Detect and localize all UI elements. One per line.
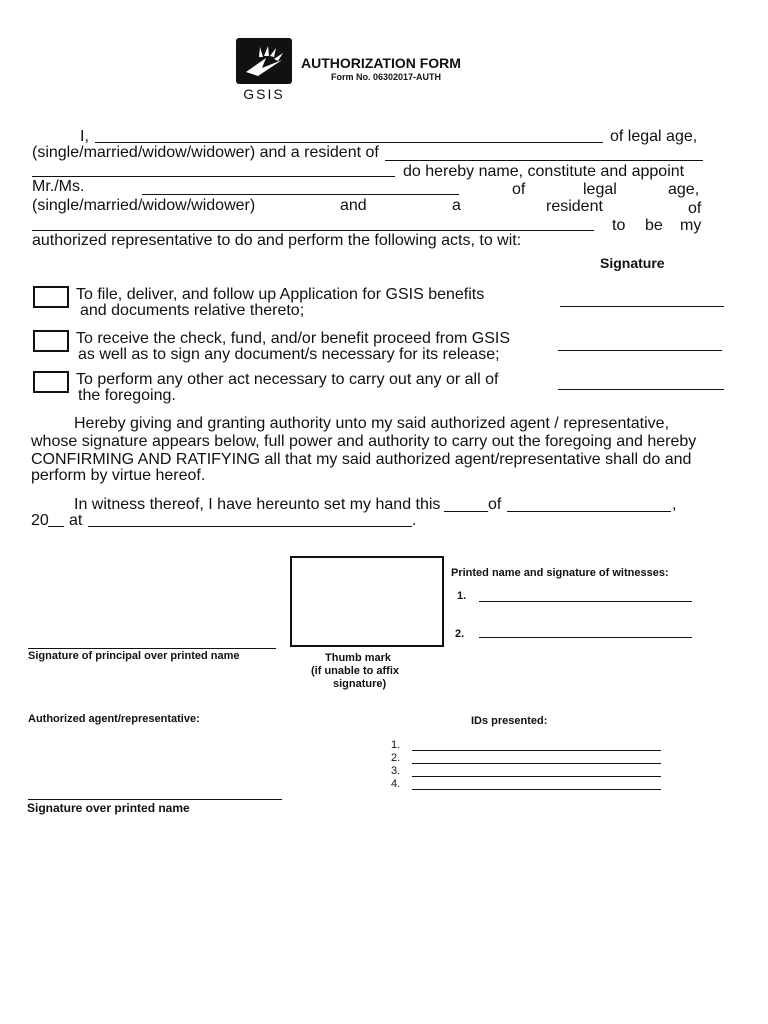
option-2-line2: as well as to sign any document/s necessary for its release; <box>78 346 500 363</box>
year-line[interactable] <box>48 526 64 527</box>
of-word: of <box>512 181 526 198</box>
witness-period: . <box>412 512 417 529</box>
id-1-line[interactable] <box>412 750 661 751</box>
id-1-number: 1. <box>391 739 401 751</box>
option-1-line2: and documents relative thereto; <box>80 302 305 319</box>
be-word: be <box>645 217 663 234</box>
option-checkbox-2[interactable] <box>33 330 69 352</box>
option-1-line1: To file, deliver, and follow up Application for GSIS benefits <box>76 286 485 303</box>
age-word: age, <box>668 181 700 198</box>
agent-heading: Authorized agent/representative: <box>28 713 200 725</box>
paragraph-line-3: CONFIRMING AND RATIFYING all that my said authorized agent/representative shall do and <box>31 451 692 468</box>
month-line[interactable] <box>507 511 671 512</box>
civil-status-residence: (single/married/widow/widower) and a resident of <box>32 144 379 161</box>
authorized-rep-text: authorized representative to do and perform the following acts, to wit: <box>32 232 522 249</box>
witness-1-number: 1. <box>457 590 467 602</box>
ids-heading: IDs presented: <box>471 715 548 727</box>
witness-of-word: of <box>488 496 502 513</box>
my-word: my <box>680 217 702 234</box>
place-line[interactable] <box>88 526 412 527</box>
residence-line-2[interactable] <box>32 176 395 177</box>
option-3-signature-line[interactable] <box>558 389 724 390</box>
gsis-logo <box>236 38 292 100</box>
residence-line[interactable] <box>385 160 703 161</box>
year-prefix: 20 <box>31 512 49 529</box>
representative-residence-line[interactable] <box>32 230 594 231</box>
thumb-mark-note-1: (if unable to affix <box>311 665 399 677</box>
principal-signature-label: Signature of principal over printed name <box>28 650 240 662</box>
thumb-mark-note-2: signature) <box>333 678 387 690</box>
day-line[interactable] <box>444 511 488 512</box>
gsis-emblem-icon <box>236 38 292 84</box>
thumb-mark-label: Thumb mark <box>325 652 392 664</box>
of-word-2: of <box>688 200 702 217</box>
witness-2-number: 2. <box>455 628 465 640</box>
of-legal-age: of legal age, <box>610 128 698 145</box>
id-2-line[interactable] <box>412 763 661 764</box>
and-word: and <box>340 197 367 214</box>
paragraph-line-1: Hereby giving and granting authority unto my said authorized agent / representative, <box>74 415 670 432</box>
witnesses-heading: Printed name and signature of witnesses: <box>451 567 669 579</box>
do-hereby-appoint: do hereby name, constitute and appoint <box>403 163 685 180</box>
option-2-signature-line[interactable] <box>558 350 722 351</box>
id-3-line[interactable] <box>412 776 661 777</box>
civil-status-2: (single/married/widow/widower) <box>32 197 256 214</box>
witness-2-line[interactable] <box>479 637 692 638</box>
thumb-mark-box[interactable] <box>290 556 444 647</box>
option-checkbox-3[interactable] <box>33 371 69 393</box>
option-1-signature-line[interactable] <box>560 306 724 307</box>
id-2-number: 2. <box>391 752 401 764</box>
signature-heading: Signature <box>600 255 665 271</box>
a-word: a <box>452 197 461 214</box>
option-3-line1: To perform any other act necessary to carry out any or all of <box>76 371 499 388</box>
form-number: Form No. 06302017-AUTH <box>331 72 442 82</box>
id-3-number: 3. <box>391 765 401 777</box>
agent-signature-line[interactable] <box>28 799 282 800</box>
in-witness-text: In witness thereof, I have hereunto set my hand this <box>74 496 441 513</box>
resident-word: resident <box>546 198 603 215</box>
id-4-number: 4. <box>391 778 401 790</box>
paragraph-line-2: whose signature appears below, full power and authority to carry out the foregoing and hereby <box>31 433 697 450</box>
mr-ms-label: Mr./Ms. <box>32 178 85 195</box>
to-word: to <box>612 217 626 234</box>
principal-signature-line[interactable] <box>28 648 276 649</box>
witness-1-line[interactable] <box>479 601 692 602</box>
at-word: at <box>69 512 83 529</box>
option-3-line2: the foregoing. <box>78 387 176 404</box>
form-title: AUTHORIZATION FORM <box>301 55 461 71</box>
representative-name-line[interactable] <box>142 194 459 195</box>
witness-comma: , <box>672 496 677 513</box>
i-label: I, <box>80 128 89 145</box>
option-2-line1: To receive the check, fund, and/or benefit proceed from GSIS <box>76 330 511 347</box>
logo-text: GSIS <box>243 86 285 102</box>
id-4-line[interactable] <box>412 789 661 790</box>
option-checkbox-1[interactable] <box>33 286 69 308</box>
agent-signature-label: Signature over printed name <box>27 801 190 815</box>
principal-name-line[interactable] <box>95 142 603 143</box>
paragraph-line-4: perform by virtue hereof. <box>31 467 206 484</box>
legal-word: legal <box>583 181 617 198</box>
